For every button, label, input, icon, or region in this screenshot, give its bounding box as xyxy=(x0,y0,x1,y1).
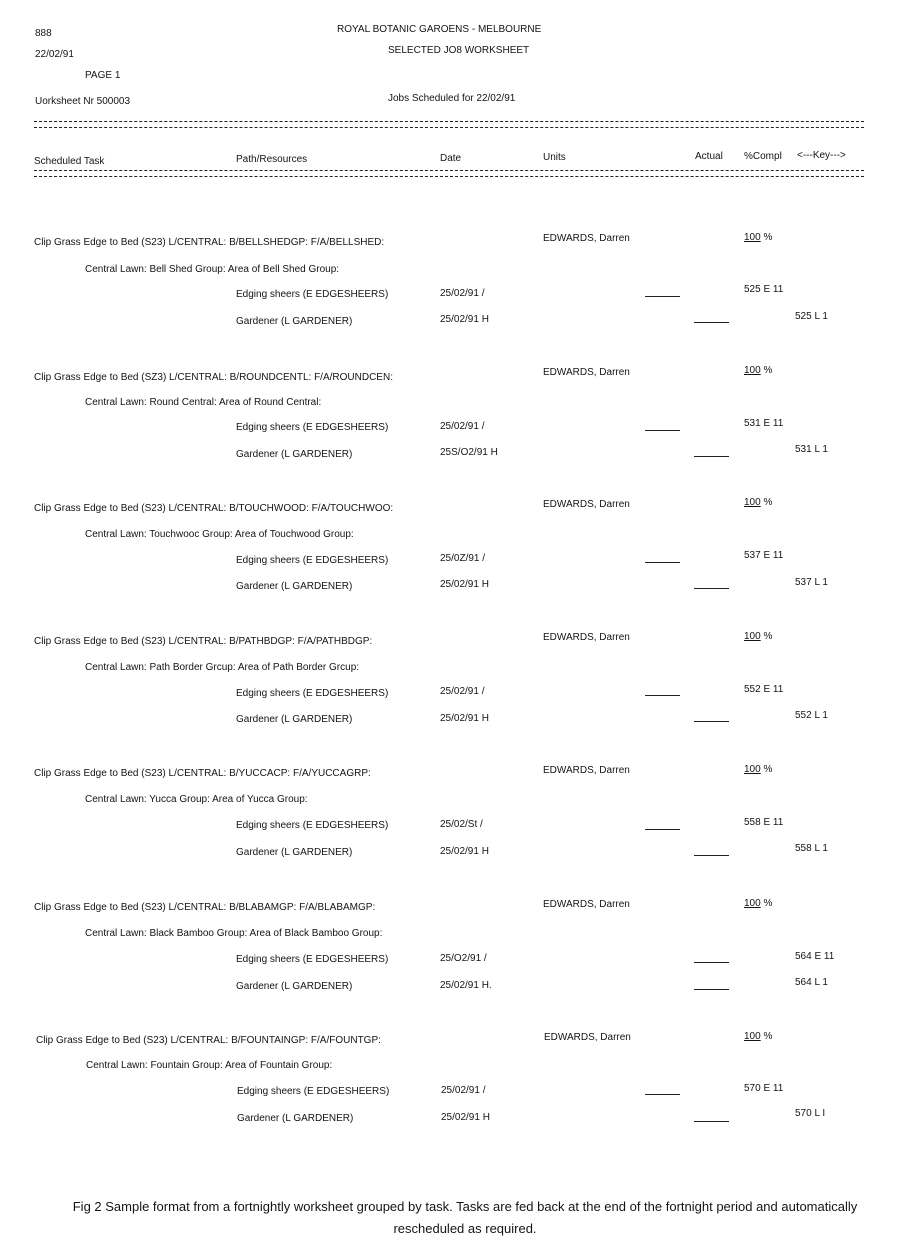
column-date: Date xyxy=(440,153,462,164)
job-percent-complete xyxy=(744,631,772,642)
column-scheduled-task: Scheduled Task xyxy=(34,156,105,167)
percent-value: 100 xyxy=(744,365,761,376)
units-blank xyxy=(645,1094,680,1095)
header-separator-top xyxy=(34,121,864,128)
resource-labour-date: 25/02/91 H. xyxy=(440,980,492,991)
column-percent-complete: %Compl xyxy=(744,151,782,162)
actual-blank xyxy=(694,721,729,722)
resource-labour-key: 552 L 1 xyxy=(795,710,828,721)
resource-equipment: Edging sheers (E EDGESHEERS) xyxy=(236,688,389,699)
worksheet-title: SELECTED JO8 WORKSHEET xyxy=(388,45,530,56)
resource-labour: Gardener (L GARDENER) xyxy=(237,1113,354,1124)
percent-value: 100 xyxy=(744,232,761,243)
actual-blank xyxy=(694,855,729,856)
job-area: Central Lawn: Fountain Group: Area of Fountain Group: xyxy=(86,1060,333,1071)
actual-blank xyxy=(694,588,729,589)
column-actual: Actual xyxy=(695,151,723,162)
resource-labour-date: 25/02/91 H xyxy=(440,846,489,857)
resource-labour: Gardener (L GARDENER) xyxy=(236,714,353,725)
resource-equipment: Edging sheers (E EDGESHEERS) xyxy=(236,555,389,566)
caption-line-1: Fig 2 Sample format from a fortnightly worksheet grouped by task. Tasks are fed back at the end of the fortnight period and automatically xyxy=(72,1199,858,1214)
job-area: Central Lawn: Yucca Group: Area of Yucca Group: xyxy=(85,794,308,805)
units-blank xyxy=(694,962,729,963)
resource-equipment-date: 25/O2/91 / xyxy=(440,953,487,964)
job-area: Central Lawn: Black Bamboo Group: Area of Black Bamboo Group: xyxy=(85,928,383,939)
report-date: 22/02/91 xyxy=(35,49,74,60)
resource-labour: Gardener (L GARDENER) xyxy=(236,449,353,460)
job-task: Clip Grass Edge to Bed (S23) L/CENTRAL: B/PATHBDGP: F/A/PATHBDGP: xyxy=(34,636,373,647)
job-assignee: EDWARDS, Darren xyxy=(543,367,630,378)
resource-labour-date: 25S/O2/91 H xyxy=(440,447,498,458)
job-percent-complete xyxy=(744,898,772,909)
percent-sign: % xyxy=(763,1031,773,1042)
resource-equipment-date: 25/02/91 / xyxy=(440,421,485,432)
percent-value: 100 xyxy=(744,631,761,642)
column-key: <---Key---> xyxy=(797,150,846,161)
percent-sign: % xyxy=(763,232,773,243)
jobs-scheduled-date: Jobs Scheduled for 22/02/91 xyxy=(388,93,516,104)
page-number: PAGE 1 xyxy=(85,70,121,81)
resource-equipment: Edging sheers (E EDGESHEERS) xyxy=(236,954,389,965)
percent-value: 100 xyxy=(744,497,761,508)
column-path-resources: Path/Resources xyxy=(236,154,308,165)
resource-equipment-key: 564 E 11 xyxy=(795,951,835,962)
resource-equipment-date: 25/02/91 / xyxy=(441,1085,486,1096)
job-area: Central Lawn: Bell Shed Group: Area of Bell Shed Group: xyxy=(85,264,340,275)
job-area: Central Lawn: Touchwooc Group: Area of Touchwood Group: xyxy=(85,529,354,540)
resource-equipment-key: 525 E 11 xyxy=(744,284,784,295)
job-area: Central Lawn: Path Border Grcup: Area of Path Border Grcup: xyxy=(85,662,360,673)
figure-caption xyxy=(40,1196,890,1240)
job-task: Clip Grass Edge to Bed (S23) L/CENTRAL: B/TOUCHWOOD: F/A/TOUCHWOO: xyxy=(34,503,394,514)
worksheet-number: Uorksheet Nr 500003 xyxy=(35,96,131,107)
job-assignee: EDWARDS, Darren xyxy=(543,233,630,244)
job-assignee: EDWARDS, Darren xyxy=(543,899,630,910)
resource-labour: Gardener (L GARDENER) xyxy=(236,981,353,992)
resource-equipment-key: 558 E 11 xyxy=(744,817,784,828)
job-percent-complete xyxy=(744,1031,772,1042)
job-percent-complete xyxy=(744,764,772,775)
job-percent-complete xyxy=(744,365,772,376)
resource-equipment-date: 25/02/St / xyxy=(440,819,483,830)
job-task: Clip Grass Edge to Bed (S23) L/CENTRAL: B/FOUNTAINGP: F/A/FOUNTGP: xyxy=(36,1035,381,1046)
caption-line-2: rescheduled as required. xyxy=(393,1221,537,1236)
actual-blank xyxy=(694,456,729,457)
percent-value: 100 xyxy=(744,764,761,775)
percent-value: 100 xyxy=(744,1031,761,1042)
resource-labour-key: 564 L 1 xyxy=(795,977,828,988)
resource-labour-key: 537 L 1 xyxy=(795,577,828,588)
units-blank xyxy=(645,562,680,563)
resource-equipment-date: 25/02/91 / xyxy=(440,686,485,697)
actual-blank xyxy=(694,989,729,990)
percent-sign: % xyxy=(763,898,773,909)
resource-equipment: Edging sheers (E EDGESHEERS) xyxy=(237,1086,390,1097)
actual-blank xyxy=(694,1121,729,1122)
job-percent-complete xyxy=(744,497,772,508)
resource-labour: Gardener (L GARDENER) xyxy=(236,847,353,858)
resource-equipment: Edging sheers (E EDGESHEERS) xyxy=(236,820,389,831)
resource-labour-date: 25/02/91 H xyxy=(440,713,489,724)
resource-labour-date: 25/02/91 H xyxy=(440,314,489,325)
job-task: Clip Grass Edge to Bed (S23) L/CENTRAL: B/YUCCACP: F/A/YUCCAGRP: xyxy=(34,768,371,779)
resource-equipment-date: 25/02/91 / xyxy=(440,288,485,299)
header-separator-bottom xyxy=(34,170,864,177)
job-task: Clip Grass Edge to Bed (S23) L/CENTRAL: B/BELLSHEDGP: F/A/BELLSHED: xyxy=(34,237,385,248)
resource-equipment-key: 552 E 11 xyxy=(744,684,784,695)
resource-labour-key: 558 L 1 xyxy=(795,843,828,854)
resource-equipment: Edging sheers (E EDGESHEERS) xyxy=(236,422,389,433)
job-assignee: EDWARDS, Darren xyxy=(544,1032,631,1043)
resource-labour: Gardener (L GARDENER) xyxy=(236,316,353,327)
job-area: Central Lawn: Round Central: Area of Round Central: xyxy=(85,397,322,408)
percent-sign: % xyxy=(763,365,773,376)
job-assignee: EDWARDS, Darren xyxy=(543,499,630,510)
job-percent-complete xyxy=(744,232,772,243)
percent-sign: % xyxy=(763,497,773,508)
units-blank xyxy=(645,695,680,696)
units-blank xyxy=(645,296,680,297)
resource-equipment: Edging sheers (E EDGESHEERS) xyxy=(236,289,389,300)
resource-equipment-key: 531 E 11 xyxy=(744,418,784,429)
report-code: 888 xyxy=(35,28,52,39)
organisation-name: ROYAL BOTANIC GAROENS - MELBOURNE xyxy=(337,24,542,35)
actual-blank xyxy=(694,322,729,323)
resource-labour-date: 25/02/91 H xyxy=(440,579,489,590)
resource-equipment-date: 25/0Z/91 / xyxy=(440,553,486,564)
resource-labour-date: 25/02/91 H xyxy=(441,1112,490,1123)
resource-equipment-key: 537 E 11 xyxy=(744,550,784,561)
job-assignee: EDWARDS, Darren xyxy=(543,632,630,643)
job-assignee: EDWARDS, Darren xyxy=(543,765,630,776)
resource-labour-key: 525 L 1 xyxy=(795,311,828,322)
percent-sign: % xyxy=(763,631,773,642)
percent-value: 100 xyxy=(744,898,761,909)
resource-equipment-key: 570 E 11 xyxy=(744,1083,784,1094)
percent-sign: % xyxy=(763,764,773,775)
job-task: Clip Grass Edge to Bed (SZ3) L/CENTRAL: B/ROUNDCENTL: F/A/ROUNDCEN: xyxy=(34,372,393,383)
resource-labour-key: 531 L 1 xyxy=(795,444,828,455)
job-task: Clip Grass Edge to Bed (S23) L/CENTRAL: B/BLABAMGP: F/A/BLABAMGP: xyxy=(34,902,376,913)
resource-labour: Gardener (L GARDENER) xyxy=(236,581,353,592)
column-units: Units xyxy=(543,152,566,163)
units-blank xyxy=(645,829,680,830)
resource-labour-key: 570 L I xyxy=(795,1108,826,1119)
units-blank xyxy=(645,430,680,431)
